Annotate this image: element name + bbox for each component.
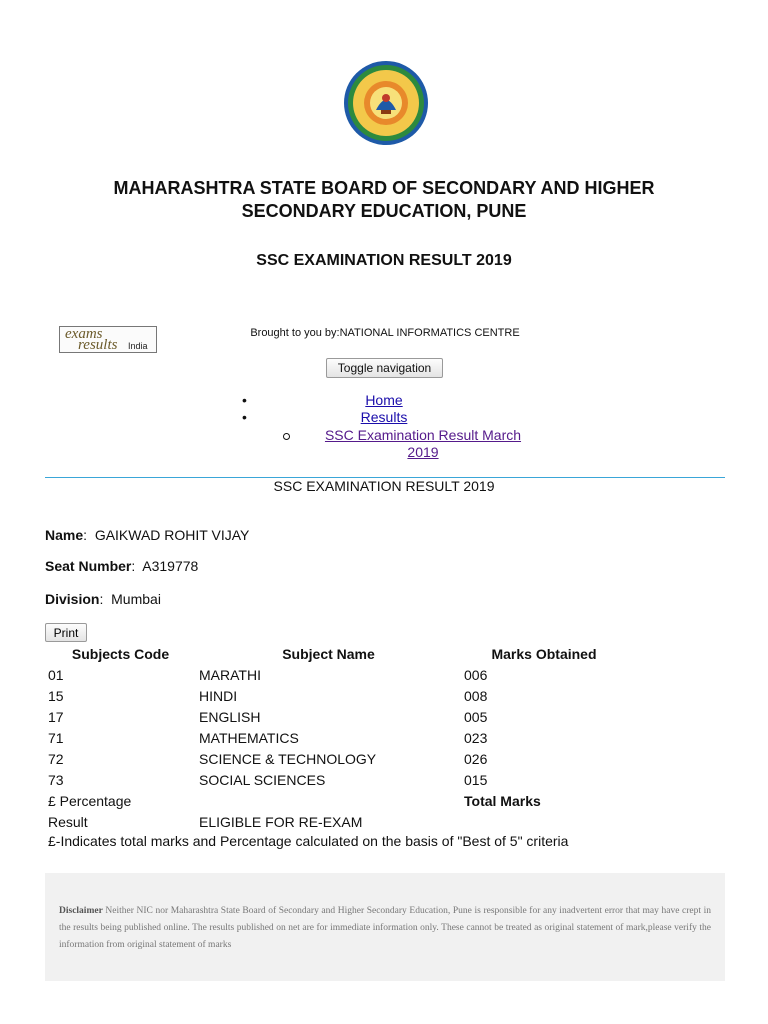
subject-marks: 005 (464, 708, 488, 725)
division-label: Division (45, 591, 100, 607)
division: Division: Mumbai (45, 591, 161, 607)
subject-name: MARATHI (199, 666, 261, 683)
table-row (45, 706, 627, 727)
marks-table (45, 643, 627, 832)
subject-marks: 015 (464, 771, 488, 788)
percentage-value (196, 790, 461, 811)
bullet-icon: • (242, 392, 247, 408)
badge-line-india: India (128, 341, 148, 351)
subject-code: 17 (48, 708, 64, 725)
subject-marks: 006 (464, 666, 488, 683)
table-header-row (45, 643, 627, 664)
subject-code: 15 (48, 687, 64, 704)
subject-code: 01 (48, 666, 64, 683)
percentage-label: £ Percentage (48, 792, 132, 809)
result-label: Result (48, 813, 88, 830)
table-row (45, 727, 627, 748)
circle-bullet-icon (283, 433, 290, 440)
seat-label: Seat Number (45, 558, 132, 574)
nav-item-home (0, 392, 768, 408)
nav-item-results (0, 409, 768, 425)
subject-name: SOCIAL SCIENCES (199, 771, 326, 788)
subject-name: SCIENCE & TECHNOLOGY (199, 750, 377, 767)
bullet-icon: • (242, 409, 247, 425)
candidate-name: Name: GAIKWAD ROHIT VIJAY (45, 527, 250, 543)
subject-code: 73 (48, 771, 64, 788)
subject-marks: 026 (464, 750, 488, 767)
header-subjects-code: Subjects Code (71, 645, 170, 662)
exams-results-badge[interactable] (59, 326, 157, 353)
table-row (45, 664, 627, 685)
name-label: Name (45, 527, 84, 543)
seat-number: Seat Number: A319778 (45, 558, 199, 574)
subject-marks: 008 (464, 687, 488, 704)
seat-value: A319778 (142, 558, 199, 574)
result-empty (461, 811, 627, 832)
nav-subitem-ssc-result (316, 427, 530, 461)
nav-link-ssc-result-march-2019[interactable]: SSC Examination Result March 2019 (324, 427, 522, 460)
print-button[interactable]: Print (45, 623, 87, 642)
criteria-note: £-Indicates total marks and Percentage calculated on the basis of "Best of 5" criteria (48, 833, 569, 849)
table-row (45, 685, 627, 706)
subject-name: MATHEMATICS (199, 729, 299, 746)
header-marks-obtained: Marks Obtained (491, 645, 597, 662)
badge-line-exams: exams (65, 326, 103, 342)
subject-name: HINDI (199, 687, 238, 704)
brought-by-text: Brought to you by:NATIONAL INFORMATICS CENTRE (250, 327, 520, 339)
subject-code: 72 (48, 750, 64, 767)
percentage-row (45, 790, 627, 811)
subject-marks: 023 (464, 729, 488, 746)
toggle-navigation-button[interactable]: Toggle navigation (326, 358, 443, 378)
table-row (45, 769, 627, 790)
disclaimer-text: Neither NIC nor Maharashtra State Board of Secondary and Higher Secondary Education, Pune is responsible for any inadvertent error that may have crept in the results being published online. The results published on net are for immediate information only. These cannot be treated as original statement of mark,please verify the information from original statement of marks (59, 906, 712, 950)
header-subject-name: Subject Name (282, 645, 375, 662)
exam-title: SSC EXAMINATION RESULT 2019 (256, 252, 512, 269)
badge-line-results: results (78, 337, 118, 353)
subject-name: ENGLISH (199, 708, 261, 725)
disclaimer-label: Disclaimer (59, 906, 103, 916)
board-title: MAHARASHTRA STATE BOARD OF SECONDARY AND HIGHER SECONDARY EDUCATION, PUNE (113, 178, 655, 221)
nav-link-results[interactable]: Results (360, 409, 408, 425)
board-seal-icon (343, 60, 429, 146)
nav-link-home[interactable]: Home (365, 392, 403, 408)
result-row (45, 811, 627, 832)
division-value: Mumbai (111, 591, 161, 607)
disclaimer-box (45, 873, 725, 981)
name-value: GAIKWAD ROHIT VIJAY (94, 527, 250, 543)
result-value: ELIGIBLE FOR RE-EXAM (199, 813, 363, 830)
result-heading: SSC EXAMINATION RESULT 2019 (273, 478, 495, 494)
table-row (45, 748, 627, 769)
board-logo (343, 60, 429, 146)
subject-code: 71 (48, 729, 64, 746)
total-marks-label: Total Marks (464, 792, 541, 809)
